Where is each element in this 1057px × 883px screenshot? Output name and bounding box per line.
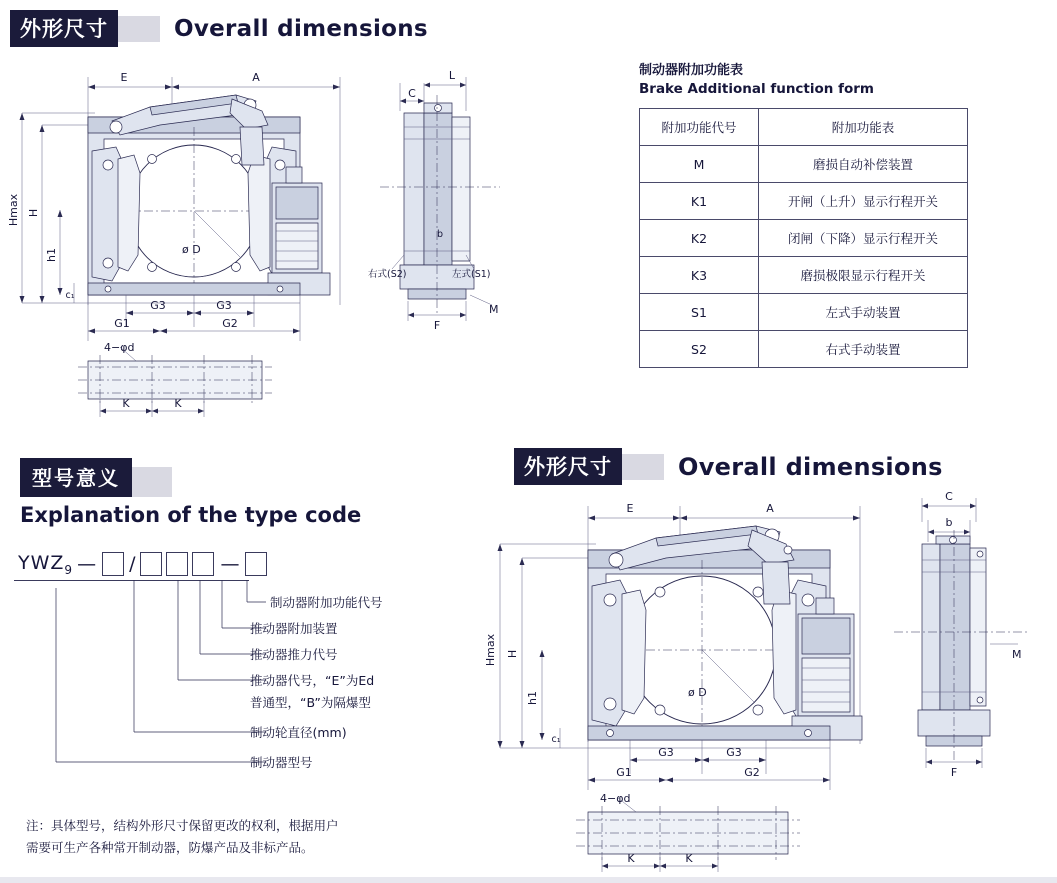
dim-label-E: E	[120, 71, 128, 84]
dim-label-G2: G2	[222, 317, 238, 330]
legend-item-3: 推动器代号，“E”为Ed	[250, 673, 375, 688]
dim-label-diameter: ø D	[688, 686, 707, 699]
type-code-header	[20, 458, 361, 527]
table-cell-code: K3	[640, 257, 759, 294]
dim-label-F: F	[950, 766, 958, 779]
type-code-prefix: $YWZ_9$	[18, 552, 74, 577]
table-cell-function: 开闸（上升）显示行程开关	[759, 183, 968, 220]
dim-label-A: A	[252, 71, 260, 84]
note-line-1: 注：具体型号，结构外形尺寸保留更改的权利，根据用户	[26, 818, 339, 833]
dim-label-diameter: ø D	[182, 243, 201, 256]
section-header-bottom	[514, 448, 943, 485]
dim-label-G3b: G3	[216, 299, 232, 312]
legend-item-6: 制动器型号	[250, 755, 313, 770]
function-table-title	[639, 62, 874, 98]
section-header-bottom-tail	[622, 454, 664, 480]
dim-label-F: F	[433, 319, 441, 332]
section-header-bottom-cn: 外形尺寸	[514, 448, 622, 485]
dim-label-C: C	[408, 87, 416, 100]
table-header-code: 附加功能代号	[640, 109, 759, 146]
dim-label-K2: K	[174, 397, 182, 410]
section-header-top-en: Overall dimensions	[174, 15, 428, 42]
dim-label-c1: c₁	[65, 290, 75, 301]
dim-label-K2: K	[685, 852, 693, 865]
dim-label-H: H	[506, 649, 519, 659]
type-code-note	[26, 815, 339, 859]
legend-item-4: 普通型，“B”为隔爆型	[250, 695, 371, 710]
dim-label-G3b: G3	[726, 746, 742, 759]
table-row	[640, 220, 968, 257]
table-row	[640, 294, 968, 331]
dim-label-Hmax: Hmax	[484, 633, 497, 667]
legend-item-2: 推动器推力代号	[250, 647, 338, 662]
table-row	[640, 146, 968, 183]
type-code-title-tail	[132, 467, 172, 497]
dim-label-E: E	[626, 502, 634, 515]
type-code-dash-2: —	[220, 553, 240, 576]
type-code-title-en: Explanation of the type code	[20, 503, 362, 527]
type-code-title-cn: 型号意义	[20, 458, 132, 497]
dim-label-b: b	[945, 516, 953, 529]
dim-label-G3a: G3	[658, 746, 674, 759]
dim-label-M: M	[1012, 648, 1022, 661]
dim-label-c1: c₁	[551, 734, 561, 745]
drawing-top-views	[0, 55, 600, 435]
drawing-top-svg	[0, 55, 600, 435]
label-left-type: 左式(S1)	[452, 269, 491, 280]
dim-label-h1: h1	[45, 248, 58, 262]
brake-function-table	[639, 108, 968, 368]
table-cell-function: 闭闸（下降）显示行程开关	[759, 220, 968, 257]
legend-item-5: 制动轮直径(mm)	[250, 725, 347, 740]
dim-label-Hmax: Hmax	[7, 193, 20, 227]
table-cell-code: S1	[640, 294, 759, 331]
table-cell-code: K1	[640, 183, 759, 220]
function-table-title-en: Brake Additional function form	[639, 80, 874, 97]
dim-label-H: H	[27, 208, 40, 218]
function-table-title-cn: 制动器附加功能表	[639, 63, 744, 78]
dim-label-h1: h1	[526, 691, 539, 705]
dim-label-K1: K	[122, 397, 130, 410]
section-header-bottom-en: Overall dimensions	[678, 452, 943, 481]
section-header-top-tail	[118, 16, 160, 42]
table-cell-function: 磨损自动补偿装置	[759, 146, 968, 183]
dim-label-holes: 4−φd	[600, 792, 631, 805]
dim-label-A: A	[766, 502, 774, 515]
dim-label-L: L	[448, 69, 456, 82]
table-row-header	[640, 109, 968, 146]
dim-label-K1: K	[627, 852, 635, 865]
type-code-dash-1: —	[77, 553, 97, 576]
legend-item-0: 制动器附加功能代号	[270, 595, 383, 610]
label-right-type: 右式(S2)	[368, 269, 407, 280]
type-code-leader-lines	[14, 566, 274, 796]
table-cell-function: 左式手动装置	[759, 294, 968, 331]
section-header-top-cn: 外形尺寸	[10, 10, 118, 47]
table-row	[640, 183, 968, 220]
dim-label-M: M	[489, 303, 499, 316]
table-row	[640, 331, 968, 368]
dim-label-holes: 4−φd	[104, 341, 135, 354]
dim-label-b: b	[436, 229, 444, 240]
table-cell-code: K2	[640, 220, 759, 257]
dim-label-C: C	[945, 492, 953, 503]
table-cell-code: M	[640, 146, 759, 183]
dim-label-G1: G1	[114, 317, 130, 330]
type-code-slash: /	[129, 553, 136, 576]
dim-label-G1: G1	[616, 766, 632, 779]
table-cell-function: 右式手动装置	[759, 331, 968, 368]
section-header-top	[10, 10, 428, 47]
drawing-bottom-svg	[470, 492, 1057, 880]
table-cell-function: 磨损极限显示行程开关	[759, 257, 968, 294]
legend-item-1: 推动器附加装置	[250, 621, 338, 636]
table-row	[640, 257, 968, 294]
page-footer-bar	[0, 877, 1057, 883]
drawing-bottom-views	[470, 492, 1057, 880]
dim-label-G3a: G3	[150, 299, 166, 312]
note-line-2: 需要可生产各种常开制动器，防爆产品及非标产品。	[26, 839, 314, 855]
table-header-function: 附加功能表	[759, 109, 968, 146]
dim-label-G2: G2	[744, 766, 760, 779]
table-cell-code: S2	[640, 331, 759, 368]
